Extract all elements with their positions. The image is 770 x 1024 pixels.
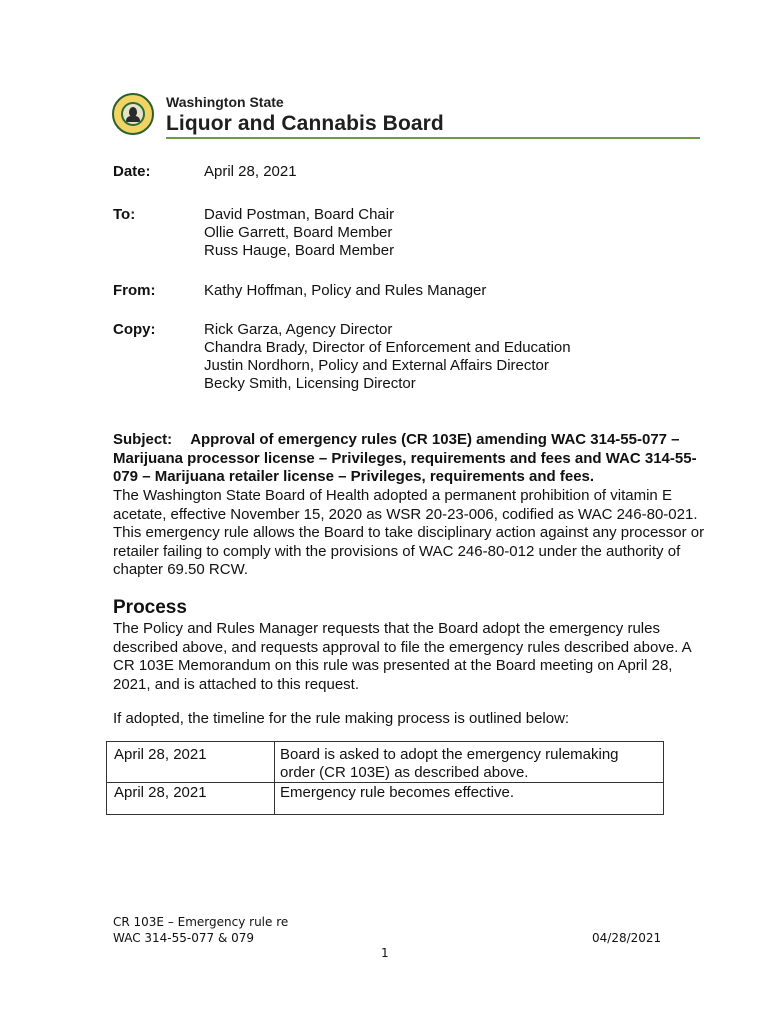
header-divider	[166, 137, 700, 139]
copy-recipient: Justin Nordhorn, Policy and External Affairs Director	[204, 357, 549, 374]
footer-line2: WAC 314-55-077 & 079	[113, 931, 255, 945]
footer-line1: CR 103E – Emergency rule re	[113, 915, 289, 929]
timeline-date: April 28, 2021	[114, 746, 207, 763]
state-seal-logo	[112, 93, 154, 135]
date-value: April 28, 2021	[204, 163, 297, 180]
table-column-divider	[274, 742, 275, 814]
timeline-date: April 28, 2021	[114, 784, 207, 801]
timeline-event: Board is asked to adopt the emergency rulemaking order (CR 103E) as described above.	[280, 746, 619, 781]
to-recipient: David Postman, Board Chair	[204, 206, 395, 223]
copy-recipient: Rick Garza, Agency Director	[204, 321, 393, 338]
subject	[113, 431, 710, 487]
to-recipient: Russ Hauge, Board Member	[204, 242, 395, 259]
timeline-intro: If adopted, the timeline for the rule making process is outlined below:	[113, 710, 570, 727]
agency-name-line1: Washington State	[166, 94, 284, 110]
timeline-event: Emergency rule becomes effective.	[280, 784, 515, 801]
footer-date: 04/28/2021	[592, 931, 662, 945]
copy-recipients	[204, 321, 571, 393]
agency-name-line2: Liquor and Cannabis Board	[166, 112, 444, 135]
subject-text: Approval of emergency rules (CR 103E) amending WAC 314-55-077 – Marijuana processor license – Privileges, requirements and fees and WAC 314-55-079 – Marijuana retailer license – Privileges, requirements and fees.	[113, 431, 697, 485]
copy-recipient: Chandra Brady, Director of Enforcement and Education	[204, 339, 571, 356]
process-heading: Process	[113, 597, 187, 618]
copy-recipient: Becky Smith, Licensing Director	[204, 375, 416, 392]
to-recipient: Ollie Garrett, Board Member	[204, 224, 393, 241]
intro-paragraph: The Washington State Board of Health adopted a permanent prohibition of vitamin E acetate, effective November 15, 2020 as WSR 20-23-006, codified as WAC 246-80-021. This emergency rule allows the Board to take disciplinary action against any processor or retailer failing to comply with the provisions of WAC 246-80-012 under the authority of chapter 69.50 RCW.	[113, 487, 705, 579]
seal-portrait	[121, 102, 145, 126]
from-label: From:	[113, 282, 156, 299]
timeline-table	[106, 741, 664, 815]
to-recipients	[204, 206, 394, 260]
copy-label: Copy:	[113, 321, 156, 338]
subject-label: Subject:	[113, 431, 173, 448]
process-paragraph: The Policy and Rules Manager requests that the Board adopt the emergency rules described above, and requests approval to file the emergency rules described above. A CR 103E Memorandum on this rule was presented at the Board meeting on April 28, 2021, and is attached to this request.	[113, 620, 691, 693]
to-label: To:	[113, 206, 136, 223]
date-label: Date:	[113, 163, 151, 180]
table-row-divider	[107, 782, 663, 783]
page-number: 1	[381, 946, 389, 960]
from-value: Kathy Hoffman, Policy and Rules Manager	[204, 282, 487, 299]
seal-portrait-body	[126, 116, 140, 122]
